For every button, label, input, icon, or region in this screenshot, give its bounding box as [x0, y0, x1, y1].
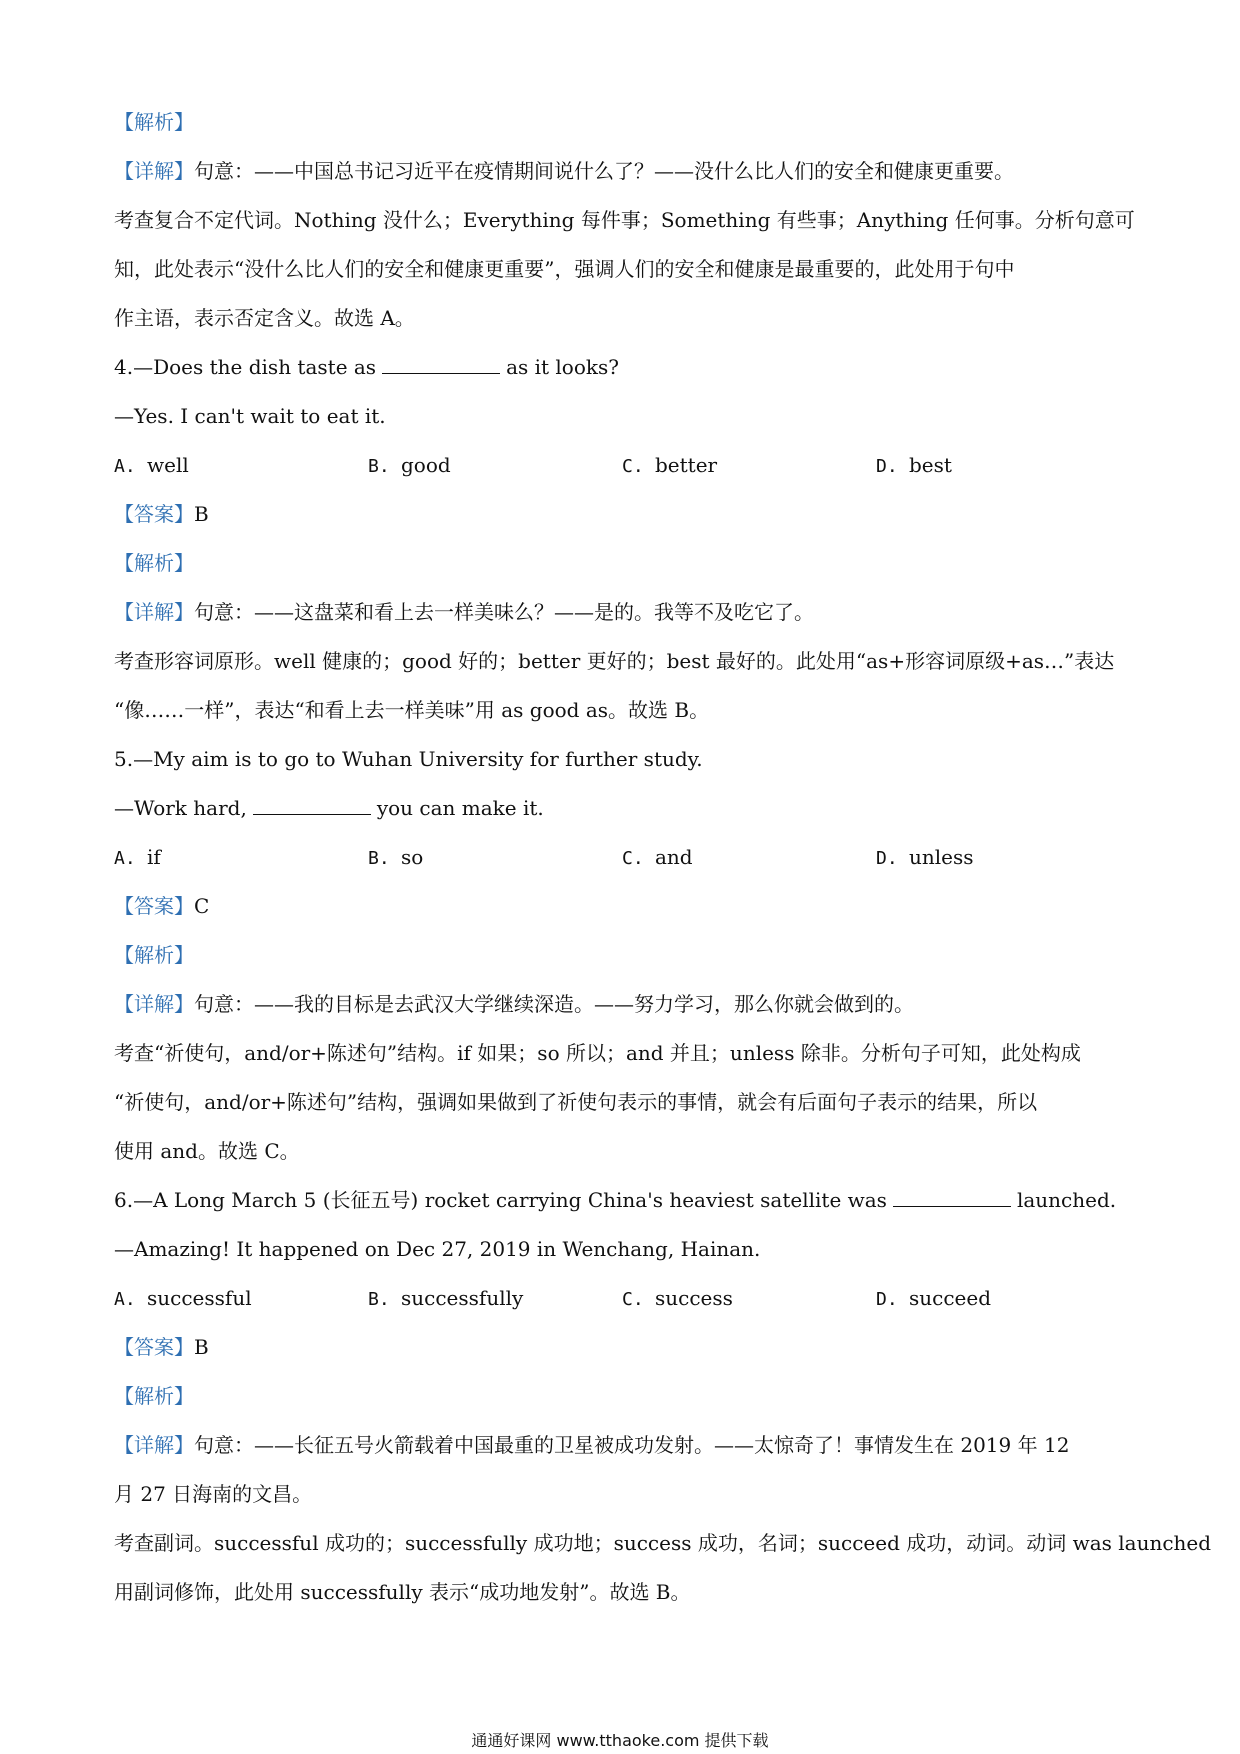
text-line: [114, 245, 1140, 294]
detail-label: 【详解】: [114, 600, 194, 624]
text-line: [114, 196, 1140, 245]
text-line: [114, 147, 1140, 196]
option-item: [622, 833, 876, 882]
answer-blank: [382, 353, 500, 374]
paragraph-text: 5.—My aim is to go to Wuhan University for further study.: [114, 747, 703, 771]
paragraph-text: 用副词修饰，此处用 successfully 表示“成功地发射”。故选 B。: [114, 1580, 691, 1604]
paragraph-text: 句意：——中国总书记习近平在疫情期间说什么了？——没什么比人们的安全和健康更重要。: [194, 159, 1014, 183]
question-text: you can make it.: [376, 796, 544, 820]
option-item: [876, 441, 1130, 490]
answer-value: B: [194, 1335, 209, 1359]
answer-value: C: [194, 894, 210, 918]
option-text: best: [909, 453, 952, 477]
option-item: [368, 1274, 622, 1323]
option-letter: C.: [622, 1289, 644, 1310]
answer-line: [114, 882, 1140, 931]
option-item: [876, 833, 1130, 882]
text-line: [114, 1421, 1140, 1470]
option-text: so: [401, 845, 424, 869]
detail-label: 【详解】: [114, 159, 194, 183]
option-text: if: [147, 845, 161, 869]
text-line: [114, 980, 1140, 1029]
text-line: [114, 1519, 1212, 1568]
paragraph-text: 月 27 日海南的文昌。: [114, 1482, 313, 1506]
paragraph-text: —Amazing! It happened on Dec 27, 2019 in Wenchang, Hainan.: [114, 1237, 761, 1261]
option-letter: A.: [114, 1289, 136, 1310]
option-item: [114, 833, 368, 882]
answer-label: 【答案】: [114, 1335, 194, 1359]
section-heading: [114, 931, 1140, 980]
text-line: [114, 1470, 1140, 1519]
question-line: [114, 784, 1140, 833]
option-text: succeed: [909, 1286, 992, 1310]
paragraph-text: 考查形容词原形。well 健康的；good 好的；better 更好的；best 最好的。此处用“as+形容词原级+as…”表达: [114, 649, 1115, 673]
option-text: success: [655, 1286, 733, 1310]
option-item: [368, 441, 622, 490]
option-letter: A.: [114, 456, 136, 477]
page-footer: 通通好课网 www.tthaoke.com 提供下载: [471, 1731, 769, 1750]
question-text: 6.—A Long March 5 (长征五号) rocket carrying China's heaviest satellite was: [114, 1188, 887, 1212]
option-letter: D.: [876, 456, 898, 477]
answer-blank: [893, 1186, 1011, 1207]
detail-label: 【详解】: [114, 1433, 194, 1457]
option-text: successfully: [401, 1286, 524, 1310]
document-content: [114, 98, 1212, 1617]
section-heading: [114, 539, 1140, 588]
question-line: [114, 343, 1140, 392]
section-label: 【解析】: [114, 1384, 194, 1408]
option-text: unless: [909, 845, 974, 869]
option-item: [114, 1274, 368, 1323]
text-line: [114, 1127, 1140, 1176]
answer-blank: [253, 794, 371, 815]
section-heading: [114, 1372, 1140, 1421]
question-text: 4.—Does the dish taste as: [114, 355, 377, 379]
option-letter: C.: [622, 848, 644, 869]
text-line: [114, 1568, 1140, 1617]
answer-line: [114, 1323, 1140, 1372]
options-row: [114, 441, 1140, 490]
option-item: [622, 441, 876, 490]
paragraph-text: “祈使句，and/or+陈述句”结构，强调如果做到了祈使句表示的事情，就会有后面句子表示的结果，所以: [114, 1090, 1038, 1114]
text-line: [114, 588, 1140, 637]
option-letter: D.: [876, 848, 898, 869]
answer-value: B: [194, 502, 209, 526]
text-line: [114, 1078, 1140, 1127]
paragraph-text: 考查副词。successful 成功的；successfully 成功地；success 成功，名词；succeed 成功，动词。动词 was launched: [114, 1531, 1212, 1555]
options-row: [114, 1274, 1140, 1323]
detail-label: 【详解】: [114, 992, 194, 1016]
paragraph-text: 知，此处表示“没什么比人们的安全和健康更重要”，强调人们的安全和健康是最重要的，此处用于句中: [114, 257, 1015, 281]
option-text: good: [401, 453, 451, 477]
paragraph-text: —Yes. I can't wait to eat it.: [114, 404, 386, 428]
option-letter: B.: [368, 1289, 390, 1310]
question-text: launched.: [1016, 1188, 1117, 1212]
option-letter: B.: [368, 456, 390, 477]
answer-label: 【答案】: [114, 502, 194, 526]
question-line: [114, 1176, 1140, 1225]
option-text: well: [147, 453, 189, 477]
option-letter: B.: [368, 848, 390, 869]
option-text: better: [655, 453, 718, 477]
option-letter: D.: [876, 1289, 898, 1310]
text-line: [114, 392, 1140, 441]
option-item: [622, 1274, 876, 1323]
paragraph-text: “像……一样”，表达“和看上去一样美味”用 as good as。故选 B。: [114, 698, 710, 722]
text-line: [114, 735, 1140, 784]
text-line: [114, 294, 1140, 343]
section-label: 【解析】: [114, 551, 194, 575]
section-heading: [114, 98, 1140, 147]
question-text: —Work hard,: [114, 796, 247, 820]
text-line: [114, 637, 1140, 686]
options-row: [114, 833, 1140, 882]
paragraph-text: 句意：——长征五号火箭载着中国最重的卫星被成功发射。——太惊奇了！事情发生在 2019 年 12: [194, 1433, 1070, 1457]
option-text: successful: [147, 1286, 252, 1310]
text-line: [114, 1029, 1140, 1078]
paragraph-text: 作主语，表示否定含义。故选 A。: [114, 306, 415, 330]
section-label: 【解析】: [114, 110, 194, 134]
paragraph-text: 考查“祈使句，and/or+陈述句”结构。if 如果；so 所以；and 并且；unless 除非。分析句子可知，此处构成: [114, 1041, 1081, 1065]
option-text: and: [655, 845, 693, 869]
option-letter: C.: [622, 456, 644, 477]
question-text: as it looks?: [506, 355, 619, 379]
answer-label: 【答案】: [114, 894, 194, 918]
paragraph-text: 句意：——我的目标是去武汉大学继续深造。——努力学习，那么你就会做到的。: [194, 992, 914, 1016]
answer-line: [114, 490, 1140, 539]
option-item: [114, 441, 368, 490]
section-label: 【解析】: [114, 943, 194, 967]
text-line: [114, 686, 1140, 735]
paragraph-text: 句意：——这盘菜和看上去一样美味么？——是的。我等不及吃它了。: [194, 600, 814, 624]
paragraph-text: 使用 and。故选 C。: [114, 1139, 300, 1163]
option-letter: A.: [114, 848, 136, 869]
option-item: [876, 1274, 1130, 1323]
text-line: [114, 1225, 1140, 1274]
option-item: [368, 833, 622, 882]
paragraph-text: 考查复合不定代词。Nothing 没什么；Everything 每件事；Something 有些事；Anything 任何事。分析句意可: [114, 208, 1135, 232]
